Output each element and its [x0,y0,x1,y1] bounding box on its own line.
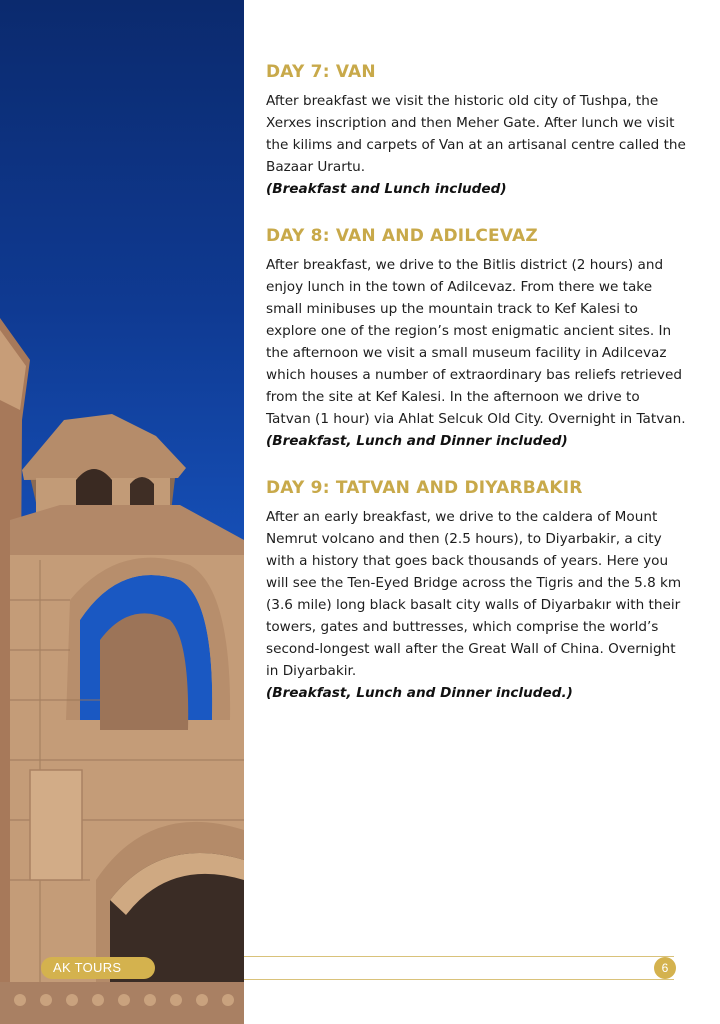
meals-included: (Breakfast, Lunch and Dinner included.) [266,685,573,701]
day-section [266,62,686,200]
day-section [266,226,686,452]
day-title: DAY 8: VAN AND ADILCEVAZ [266,226,538,246]
itinerary [266,62,686,730]
brand-badge: AK TOURS [41,957,155,979]
church-illustration [0,0,244,1024]
meals-included: (Breakfast and Lunch included) [266,181,507,197]
day-section [266,478,686,704]
meals-included: (Breakfast, Lunch and Dinner included) [266,433,568,449]
church-photo [0,0,244,1024]
day-description: After breakfast, we drive to the Bitlis district (2 hours) and enjoy lunch in the town of Adilcevaz. From there we take small minibuses up the mountain track to Kef Kalesi to explore one of the region’s most enigmatic ancient sites. In the afternoon we visit a small museum facility in Adilcevaz which houses a number of extraordinary bas reliefs retrieved from the site at Kef Kalesi. In the afternoon we drive to Tatvan (1 hour) via Ahlat Selcuk Old City. Overnight in Tatvan. [266,257,686,427]
day-title: DAY 9: TATVAN AND DIYARBAKIR [266,478,583,498]
footer-rule-top [244,956,674,957]
footer-rule [244,956,674,980]
day-title: DAY 7: VAN [266,62,376,82]
page-number: 6 [654,957,676,979]
day-description: After breakfast we visit the historic old city of Tushpa, the Xerxes inscription and then Meher Gate. After lunch we visit the kilims and carpets of Van at an artisanal centre called the Bazaar Urartu. [266,93,686,175]
footer-rule-bottom [244,979,674,980]
day-description: After an early breakfast, we drive to the caldera of Mount Nemrut volcano and then (2.5 hours), to Diyarbakir, a city with a history that goes back thousands of years. Here you will see the Ten-Eyed Bridge across the Tigris and the 5.8 km (3.6 mile) long black basalt city walls of Diyarbakır with their towers, gates and buttresses, which comprise the world’s second-longest wall after the Great Wall of China. Overnight in Diyarbakir. [266,509,682,679]
